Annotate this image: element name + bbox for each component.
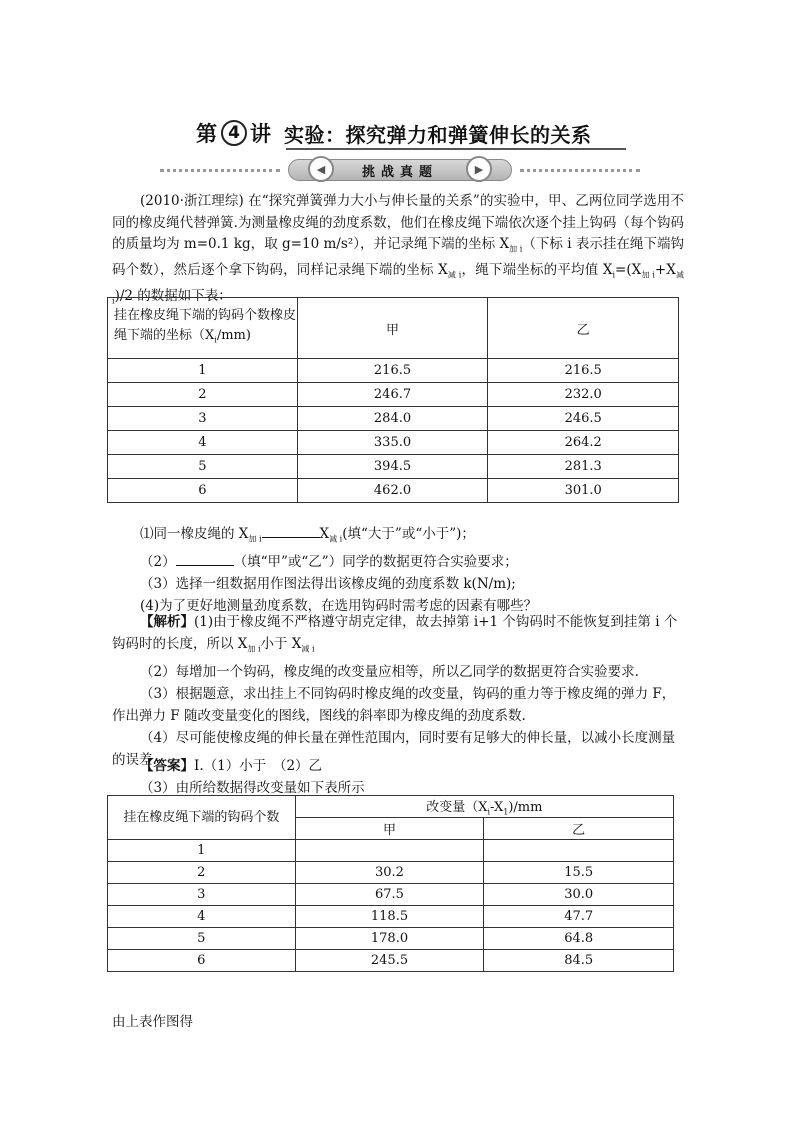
table-cell: 47.7 [484, 906, 674, 928]
table-cell: 6 [108, 479, 298, 503]
question-4: (4)为了更好地测量劲度系数，在选用钩码时需考虑的因素有哪些？ [140, 597, 538, 614]
table-cell: 84.5 [484, 950, 674, 972]
analysis-4: （4）尽可能使橡皮绳的伸长量在弹性范围内，同时要有足够大的伸长量，以减小长度测量的误差. [112, 729, 676, 768]
span-mid: -X [490, 800, 504, 816]
table-cell: 246.7 [297, 383, 488, 407]
table-row [108, 928, 674, 950]
answer-blank-1 [262, 523, 320, 538]
table-cell: 462.0 [297, 479, 488, 503]
table-cell: 264.2 [488, 431, 679, 455]
table-row [108, 431, 679, 455]
lesson-title [196, 116, 626, 150]
arrow-right-icon: ▶ [466, 156, 492, 182]
header-sub: i [214, 335, 217, 345]
table-cell: 1 [108, 359, 298, 383]
q1-text-b: X [319, 526, 330, 542]
table-cell: 301.0 [488, 479, 679, 503]
data-table-1 [107, 297, 679, 503]
span-sub-i: i [487, 807, 491, 817]
arrow-left-icon: ◀ [308, 156, 334, 182]
table-row [108, 906, 674, 928]
title-underline [286, 148, 626, 150]
span-end: )/mm [508, 800, 543, 816]
table-cell: 2 [108, 383, 298, 407]
analysis-sub-add: 加 i [247, 644, 261, 654]
table-row [108, 479, 679, 503]
question-1 [112, 523, 684, 551]
table-row [108, 840, 674, 862]
table-cell: 216.5 [297, 359, 488, 383]
table-cell: 335.0 [297, 431, 488, 455]
table-cell: 178.0 [295, 928, 484, 950]
footer-text: 由上表作图得 [112, 1014, 193, 1030]
table-cell: 30.2 [295, 862, 484, 884]
span-text: 改变量（X [426, 800, 488, 816]
table-cell: 5 [108, 928, 296, 950]
answer-block [112, 755, 684, 799]
intro-sub-dec: 减 i [447, 270, 462, 280]
table-header-row [108, 298, 679, 359]
table-cell: 30.0 [484, 884, 674, 906]
table-cell: 284.0 [297, 407, 488, 431]
title-suffix: 讲 [250, 122, 272, 146]
answer-blank-2 [176, 551, 234, 566]
span-sub-1: 1 [503, 807, 509, 817]
table-row [108, 383, 679, 407]
answer-line-2: （3）由所给数据得改变量如下表所示 [140, 780, 365, 796]
table-cell: 15.5 [484, 862, 674, 884]
title-main: 实验：探究弹力和弹簧伸长的关系 [284, 122, 592, 147]
question-2 [112, 551, 684, 573]
table-cell: 3 [108, 884, 296, 906]
table-cell [484, 840, 674, 862]
table-cell: 1 [108, 840, 296, 862]
table-row [108, 950, 674, 972]
table-row [108, 884, 674, 906]
table-cell: 245.5 [295, 950, 484, 972]
header-text-end: /mm) [216, 327, 251, 343]
intro-text-6: )/2 的数据如下表： [114, 288, 232, 305]
analysis-2: （2）每增加一个钩码，橡皮绳的改变量应相等，所以乙同学的数据更符合实验要求. [140, 663, 639, 680]
table-cell: 64.8 [484, 928, 674, 950]
table-cell: 5 [108, 455, 298, 479]
table-row [108, 359, 679, 383]
table-header-cell [108, 298, 298, 359]
problem-statement [112, 191, 684, 313]
intro-sub-i: i [612, 270, 616, 280]
q2-text-a: （2） [140, 553, 176, 570]
intro-text-4: =(X [615, 262, 642, 279]
intro-sub-add: 加 i [509, 244, 523, 254]
intro-sub-dec-2: 减 i [112, 270, 685, 307]
table-cell: 216.5 [488, 359, 679, 383]
title-prefix: 第 [196, 122, 218, 146]
question-3: （3）选择一组数据用作图法得出该橡皮绳的劲度系数 k(N/m); [140, 575, 516, 592]
intro-text-5: +X [654, 262, 676, 279]
table-header-cell: 甲 [295, 818, 484, 840]
table-cell [295, 840, 484, 862]
table-cell: 2 [108, 862, 296, 884]
table-cell: 394.5 [297, 455, 488, 479]
analysis-1-mid: 小于 X [260, 636, 302, 652]
table-header-cell: 乙 [484, 818, 674, 840]
table-cell: 118.5 [295, 906, 484, 928]
q2-text-b: （填“甲”或“乙”）同学的数据更符合实验要求； [233, 553, 518, 570]
questions-block [112, 523, 684, 617]
answer-line-1 [112, 755, 684, 777]
q1-text-a: ⑴同一橡皮绳的 X [140, 526, 249, 542]
analysis-1 [112, 611, 684, 661]
answer-line-1-text: I.（1）小于 （2）乙 [194, 758, 323, 774]
table-cell: 67.5 [295, 884, 484, 906]
banner-dots-left [160, 169, 280, 172]
intro-text-1: (2010·浙江理综) 在“探究弹簧弹力大小与伸长量的关系”的实验中，甲、乙两位同学选用不同的橡皮绳代替弹簧.为测量橡皮绳的劲度系数，他们在橡皮绳下端依次逐个挂上钩码（每个钩码的质量均为 m=0.1 kg，取 g=10 m/s²），并记录绳下端的坐标 X [112, 193, 684, 252]
table-header-cell: 乙 [488, 298, 679, 359]
table-cell: 4 [108, 906, 296, 928]
table-row [108, 455, 679, 479]
analysis-1-text: (1)由于橡皮绳不严格遵守胡克定律，故去掉第 i+1 个钩码时不能恢复到挂第 i 个钩码时的长度，所以 X [112, 614, 678, 652]
data-table-2 [107, 795, 674, 972]
intro-text-2: （下标 i 表示挂在绳下端钩码个数），然后逐个拿下钩码，同样记录绳下端的坐标 X [112, 236, 684, 279]
section-banner [160, 156, 640, 184]
q1-text-c: (填“大于”或“小于”)； [342, 526, 475, 542]
analysis-tag: 【解析】 [140, 614, 194, 630]
table-cell: 6 [108, 950, 296, 972]
table-row [108, 862, 674, 884]
table-header-span [295, 796, 673, 818]
analysis-sub-dec: 减 i [301, 644, 315, 654]
banner-dots-right [520, 169, 640, 172]
analysis-block [112, 611, 684, 771]
table-header-cell: 甲 [297, 298, 488, 359]
table-header-cell: 挂在橡皮绳下端的钩码个数 [108, 796, 296, 840]
analysis-3: （3）根据题意，求出挂上不同钩码时橡皮绳的改变量，钩码的重力等于橡皮绳的弹力 F，作出弹力 F 随改变量变化的图线，图线的斜率即为橡皮绳的劲度系数. [112, 685, 676, 724]
table-cell: 232.0 [488, 383, 679, 407]
intro-sub-add-2: 加 i [641, 270, 655, 280]
banner-label: 挑战真题 [361, 164, 438, 180]
table-row [108, 407, 679, 431]
q1-sub-dec: 减 i [329, 534, 343, 544]
table-cell: 3 [108, 407, 298, 431]
header-text: 挂在橡皮绳下端的钩码个数橡皮绳下端的坐标（X [114, 307, 297, 343]
table-cell: 4 [108, 431, 298, 455]
title-number-circle: 4 [221, 120, 247, 146]
answer-tag: 【答案】 [140, 758, 194, 774]
table-header-row [108, 796, 674, 818]
table-cell: 246.5 [488, 407, 679, 431]
table-cell: 281.3 [488, 455, 679, 479]
q1-sub-add: 加 i [248, 534, 262, 544]
intro-text-3: ，绳下端坐标的平均值 X [461, 262, 613, 279]
